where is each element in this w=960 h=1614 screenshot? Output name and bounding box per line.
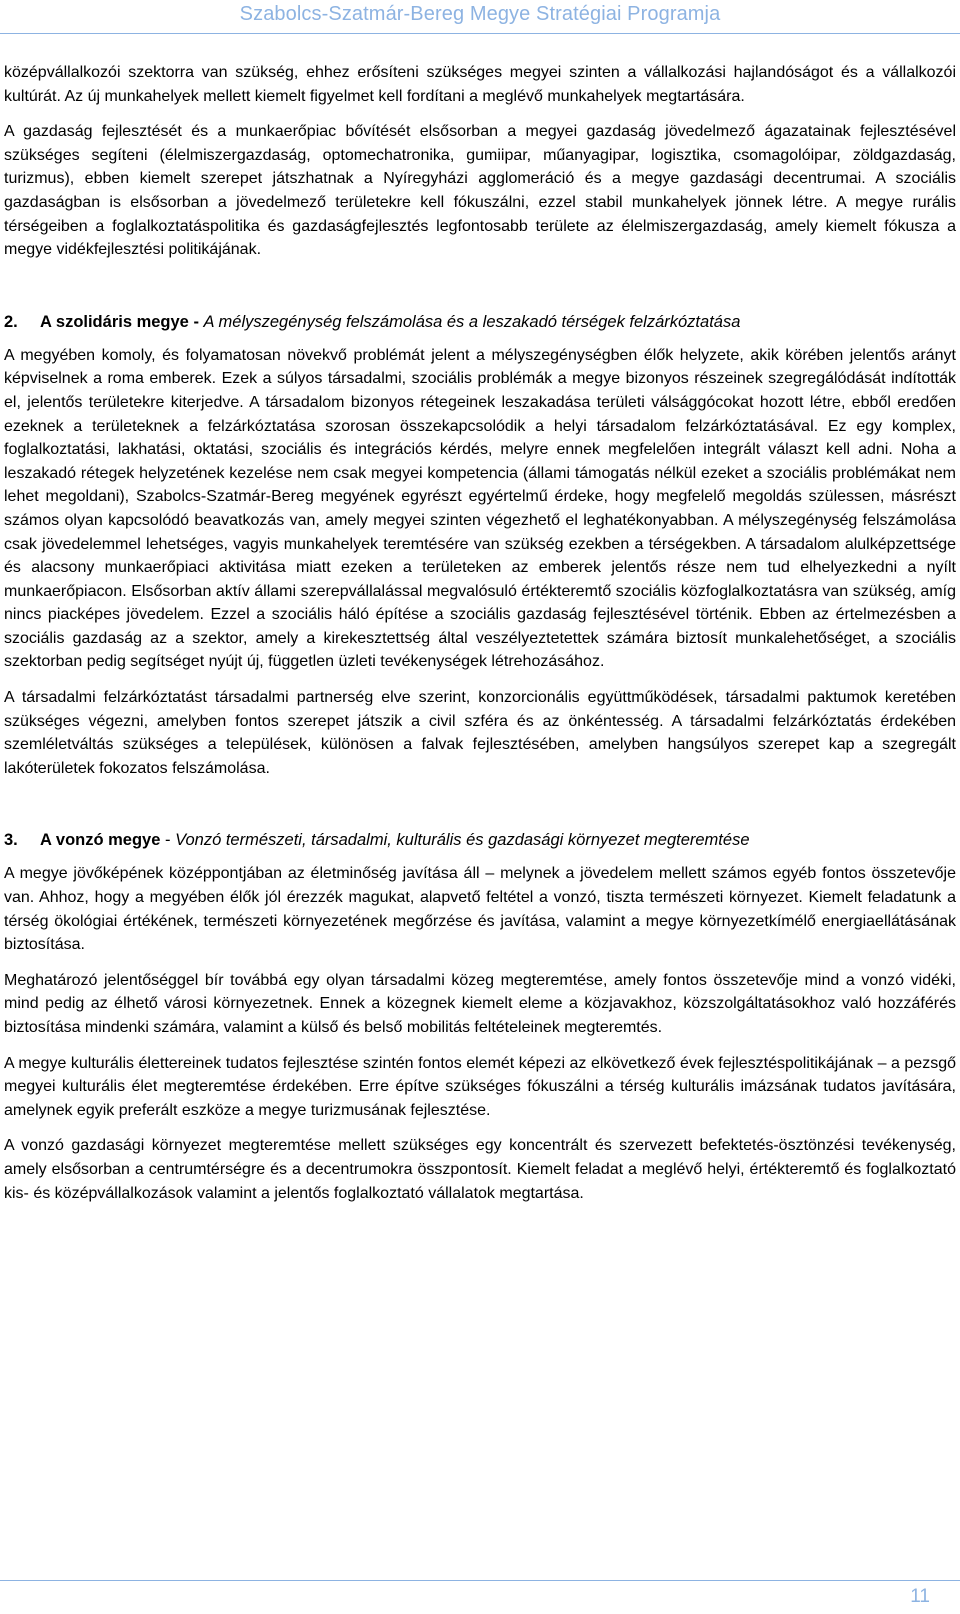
page-number: 11 [910,1586,930,1607]
paragraph: A vonzó gazdasági környezet megteremtése mellett szükséges egy koncentrált és szervezett befektetés-ösztönzési tevékenység, amely elsősorban a centrumtérségre és a decentrumokra összpontosít. Kiemelt feladat a meglévő helyi, értékteremtő és foglalkoztató kis- és középvállalkozások valamint a jelentős foglalkoztató vállalatok megtartása. [4,1137,956,1202]
paragraph: A megye kulturális élettereinek tudatos fejlesztése szintén fontos elemét képezi az elkövetkező évek fejlesztéspolitikájának – a pezsgő megyei kulturális élet megteremtése érdekében. Erre építve szükséges fókuszálni a térség kulturális imázsának tudatos javítására, amelynek egyik preferált eszköze a megye turizmusának fejlesztése. [4,1054,956,1119]
section-number: 3. [4,831,18,850]
paragraph: A megye jövőképének középpontjában az életminőség javítása áll – melynek a jövedelem mellett számos egyéb fontos összetevője van. Ahhoz, hogy a megyében élők jól érezzék magukat, alapvető feltétel a vonzó, tiszta természeti környezet. Kiemelt feladatunk a térség ökológiai értékének, természeti környezetének megőrzése és javítása, valamint a megye környezetkímélő energiaellátásának biztosítása. [4,865,956,954]
section-name: A szolidáris megye - [40,312,199,331]
page-header [0,0,960,34]
paragraph: A társadalmi felzárkóztatást társadalmi partnerség elve szerint, konzorcionális együttműködések, társadalmi paktumok keretében szükséges végezni, amelyben fontos szerepet játszik a civil szféra és az önkéntesség. A társadalmi felzárkóztatás érdekében szemléletváltás szükséges a települések, különösen a falvak fejlesztésében, amelyben hangsúlyos szerepet kap a szegregált lakóterületek fokozatos felszámolása. [4,689,956,777]
paragraph: A megyében komoly, és folyamatosan növekvő problémát jelent a mélyszegénységben élők helyzete, akik körében jelentős arányt képviselnek a roma emberek. Ezek a súlyos társadalmi, szociális problémák a megye bizonyos részeinek szegregálódását indították el, jelentős területekre kiterjedve. A társadalom bizonyos rétegeinek leszakadása területi válsággócokat hozott létre, ebből eredően ezeknek a területeknek a felzárkóztatása szorosan összekapcsolódik a helyi társadalom felzárkóztatásával. Ez egy komplex, foglalkoztatási, lakhatási, oktatási, szociális és integrációs kérdés, melyre ennek megfelelően integrált választ kell adni. Noha a leszakadó rétegek helyzetének kezelése nem csak megyei kompetencia (állami támogatás nélkül ezeket a szociális problémákat nem lehet megoldani), Szabolcs-Szatmár-Bereg megyének egyrészt egyértelmű érdeke, hogy megfelelő megoldás szülessen, másrészt számos olyan kapcsolódó beavatkozás van, amely megyei szinten végezhető el leghatékonyabban. A mélyszegénység felszámolása csak jövedelemmel lehetséges, vagyis munkahelyek teremtésére van szükség ezekben a térségekben. A társadalom alulképzettsége és alacsony munkaerőpiaci aktivitása miatt ezeken a területeken az emberek jelentős része nem tud elhelyezkedni a nyílt munkaerőpiacon. Elsősorban aktív állami szerepvállalással megvalósuló értékteremtő szociális közfoglalkoztatásra van szükség, amíg nincs piacképes jövedelem. Ezzel a szociális háló építése a szociális gazdaság fejlesztésével történik. Ebben az értelmezésben a szociális gazdaság az a szektor, amely a kirekesztettség által veszélyeztetettek számára biztosít munkalehetőséget, a szociális szektorban pedig segítséget nyújt új, független üzleti tevékenységek létrehozásához. [4,346,956,671]
section-subtitle: A mélyszegénység felszámolása és a leszakadó térségek felzárkóztatása [203,312,741,331]
section-number: 2. [4,312,18,331]
section-heading [4,310,956,334]
footer-divider [0,1580,960,1581]
header-divider [0,33,960,34]
paragraph: A gazdaság fejlesztését és a munkaerőpiac bővítését elsősorban a megyei gazdaság jövedelmező ágazatainak fejlesztésével szükséges segíteni (élelmiszergazdaság, optomechatronika, gumiipar, műanyagipar, logisztika, csomagolóipar, zöldgazdaság, turizmus), ebben kiemelt szerepet játszhatnak a Nyíregyházi agglomeráció és a megye gazdasági decentrumai. A szociális gazdaságban is elsősorban a jövedelmező területekre kell fókuszálni, ezzel stabil munkahelyek jönnek létre. A megye rurális térségeiben a foglalkoztatáspolitika és gazdaságfejlesztés legfontosabb területe az élelmiszergazdaság, amely kiemelt fókusza a megye vidékfejlesztési politikájának. [4,123,956,259]
section-subtitle: Vonzó természeti, társadalmi, kulturális és gazdasági környezet megteremtése [175,831,750,850]
paragraph: középvállalkozói szektorra van szükség, ehhez erősíteni szükséges megyei szinten a vállalkozási hajlandóságot és a vállalkozói kultúrát. Az új munkahelyek mellett kiemelt figyelmet kell fordítani a meglévő munkahelyek megtartására. [4,64,956,105]
paragraph: Meghatározó jelentőséggel bír továbbá egy olyan társadalmi közeg megteremtése, amely fontos összetevője mind a vonzó vidéki, mind pedig az élhető városi környezetnek. Ennek a közegnek kiemelt eleme a közjavakhoz, közszolgáltatásokhoz való hozzáférés biztosítása mindenki számára, valamint a külső és belső mobilitás feltételeinek megteremtés. [4,971,956,1036]
section-name: A vonzó megye [40,831,161,850]
document-title: Szabolcs-Szatmár-Bereg Megye Stratégiai Programja [239,3,721,25]
page-footer [0,1580,960,1614]
section-heading [4,828,956,852]
document-body [4,61,956,1205]
section-separator: - [160,831,176,850]
